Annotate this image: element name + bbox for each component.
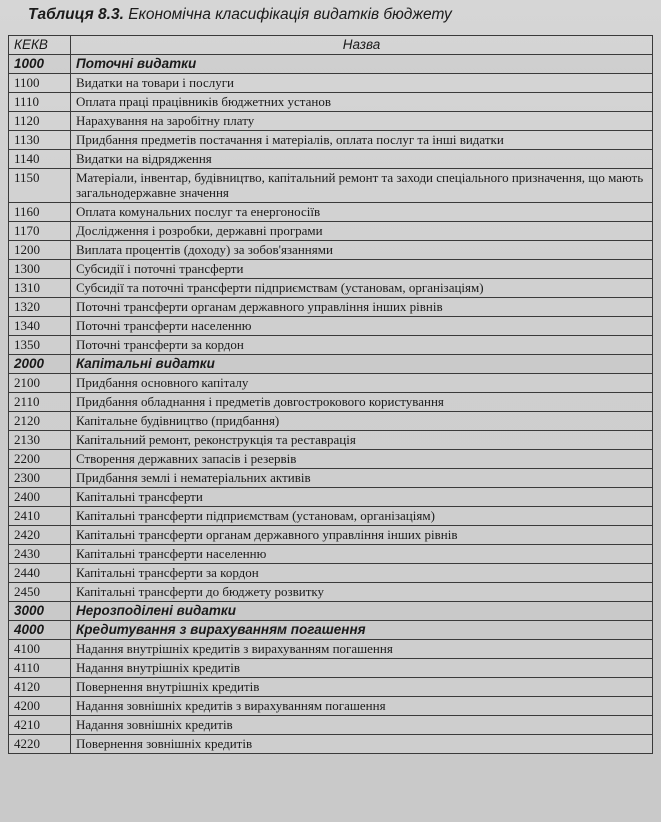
table-row — [9, 131, 653, 150]
name-cell: Придбання землі і нематеріальних активів — [71, 469, 653, 488]
name-cell: Надання зовнішніх кредитів — [71, 716, 653, 735]
name-cell: Поточні видатки — [71, 55, 653, 74]
name-cell: Капітальні трансферти до бюджету розвитку — [71, 583, 653, 602]
code-cell: 2000 — [9, 355, 71, 374]
name-cell: Поточні трансферти за кордон — [71, 336, 653, 355]
caption-label: Таблиця 8.3. — [28, 6, 124, 23]
table-row — [9, 640, 653, 659]
name-cell: Придбання основного капіталу — [71, 374, 653, 393]
code-cell: 2120 — [9, 412, 71, 431]
name-cell: Кредитування з вирахуванням погашення — [71, 621, 653, 640]
name-cell: Нерозподілені видатки — [71, 602, 653, 621]
code-cell: 4110 — [9, 659, 71, 678]
section-row — [9, 602, 653, 621]
name-cell: Видатки на відрядження — [71, 150, 653, 169]
name-cell: Придбання обладнання і предметів довгострокового користування — [71, 393, 653, 412]
table-row — [9, 697, 653, 716]
name-cell: Оплата праці працівників бюджетних установ — [71, 93, 653, 112]
code-cell: 1170 — [9, 222, 71, 241]
table-row — [9, 336, 653, 355]
name-cell: Капітальні видатки — [71, 355, 653, 374]
section-row — [9, 355, 653, 374]
name-cell: Нарахування на заробітну плату — [71, 112, 653, 131]
code-cell: 1310 — [9, 279, 71, 298]
table-row — [9, 374, 653, 393]
name-cell: Придбання предметів постачання і матеріалів, оплата послуг та інші видатки — [71, 131, 653, 150]
name-cell: Надання внутрішніх кредитів з вирахуванням погашення — [71, 640, 653, 659]
code-cell: 2300 — [9, 469, 71, 488]
expenditure-classification-table — [8, 35, 653, 754]
name-cell: Надання зовнішніх кредитів з вирахуванням погашення — [71, 697, 653, 716]
code-cell: 1120 — [9, 112, 71, 131]
table-row — [9, 279, 653, 298]
table-row — [9, 678, 653, 697]
name-cell: Капітальні трансферти органам державного управління інших рівнів — [71, 526, 653, 545]
code-cell: 2400 — [9, 488, 71, 507]
name-cell: Капітальні трансферти — [71, 488, 653, 507]
code-cell: 2200 — [9, 450, 71, 469]
code-cell: 1130 — [9, 131, 71, 150]
code-cell: 1340 — [9, 317, 71, 336]
code-cell: 1350 — [9, 336, 71, 355]
name-cell: Виплата процентів (доходу) за зобов'язаннями — [71, 241, 653, 260]
table-row — [9, 317, 653, 336]
name-cell: Надання внутрішніх кредитів — [71, 659, 653, 678]
table-row — [9, 507, 653, 526]
header-code: КЕКВ — [9, 36, 71, 55]
table-row — [9, 203, 653, 222]
table-row — [9, 526, 653, 545]
name-cell: Оплата комунальних послуг та енергоносіїв — [71, 203, 653, 222]
code-cell: 1140 — [9, 150, 71, 169]
code-cell: 1320 — [9, 298, 71, 317]
code-cell: 1000 — [9, 55, 71, 74]
name-cell: Дослідження і розробки, державні програми — [71, 222, 653, 241]
table-row — [9, 260, 653, 279]
table-row — [9, 112, 653, 131]
code-cell: 1150 — [9, 169, 71, 203]
code-cell: 2430 — [9, 545, 71, 564]
code-cell: 1110 — [9, 93, 71, 112]
name-cell: Капітальні трансферти населенню — [71, 545, 653, 564]
table-row — [9, 393, 653, 412]
code-cell: 1200 — [9, 241, 71, 260]
name-cell: Капітальне будівництво (придбання) — [71, 412, 653, 431]
name-cell: Повернення зовнішніх кредитів — [71, 735, 653, 754]
table-row — [9, 450, 653, 469]
name-cell: Субсидії та поточні трансферти підприємствам (установам, організаціям) — [71, 279, 653, 298]
name-cell: Капітальний ремонт, реконструкція та реставрація — [71, 431, 653, 450]
code-cell: 2100 — [9, 374, 71, 393]
section-row — [9, 621, 653, 640]
code-cell: 2130 — [9, 431, 71, 450]
table-row — [9, 74, 653, 93]
name-cell: Субсидії і поточні трансферти — [71, 260, 653, 279]
code-cell: 2410 — [9, 507, 71, 526]
name-cell: Капітальні трансферти підприємствам (установам, організаціям) — [71, 507, 653, 526]
caption-text: Економічна класифікація видатків бюджету — [123, 6, 452, 23]
code-cell: 4200 — [9, 697, 71, 716]
name-cell: Матеріали, інвентар, будівництво, капітальний ремонт та заходи спеціального призначення, що мають загальнодержавне значення — [71, 169, 653, 203]
section-row — [9, 55, 653, 74]
name-cell: Створення державних запасів і резервів — [71, 450, 653, 469]
table-row — [9, 412, 653, 431]
code-cell: 4100 — [9, 640, 71, 659]
code-cell: 4210 — [9, 716, 71, 735]
table-row — [9, 222, 653, 241]
code-cell: 2450 — [9, 583, 71, 602]
table-row — [9, 716, 653, 735]
table-row — [9, 564, 653, 583]
code-cell: 3000 — [9, 602, 71, 621]
table-row — [9, 659, 653, 678]
table-row — [9, 169, 653, 203]
code-cell: 4000 — [9, 621, 71, 640]
code-cell: 4220 — [9, 735, 71, 754]
code-cell: 4120 — [9, 678, 71, 697]
table-row — [9, 583, 653, 602]
code-cell: 1300 — [9, 260, 71, 279]
name-cell: Поточні трансферти органам державного управління інших рівнів — [71, 298, 653, 317]
code-cell: 1160 — [9, 203, 71, 222]
table-row — [9, 488, 653, 507]
table-row — [9, 241, 653, 260]
table-row — [9, 150, 653, 169]
table-caption — [28, 6, 648, 30]
table-row — [9, 545, 653, 564]
code-cell: 2440 — [9, 564, 71, 583]
table-row — [9, 93, 653, 112]
code-cell: 2110 — [9, 393, 71, 412]
name-cell: Капітальні трансферти за кордон — [71, 564, 653, 583]
table-row — [9, 735, 653, 754]
table-row — [9, 431, 653, 450]
table-row — [9, 298, 653, 317]
table-header-row — [9, 36, 653, 55]
code-cell: 2420 — [9, 526, 71, 545]
code-cell: 1100 — [9, 74, 71, 93]
name-cell: Видатки на товари і послуги — [71, 74, 653, 93]
table-body — [9, 55, 653, 754]
header-name: Назва — [71, 36, 653, 55]
name-cell: Повернення внутрішніх кредитів — [71, 678, 653, 697]
table-row — [9, 469, 653, 488]
name-cell: Поточні трансферти населенню — [71, 317, 653, 336]
